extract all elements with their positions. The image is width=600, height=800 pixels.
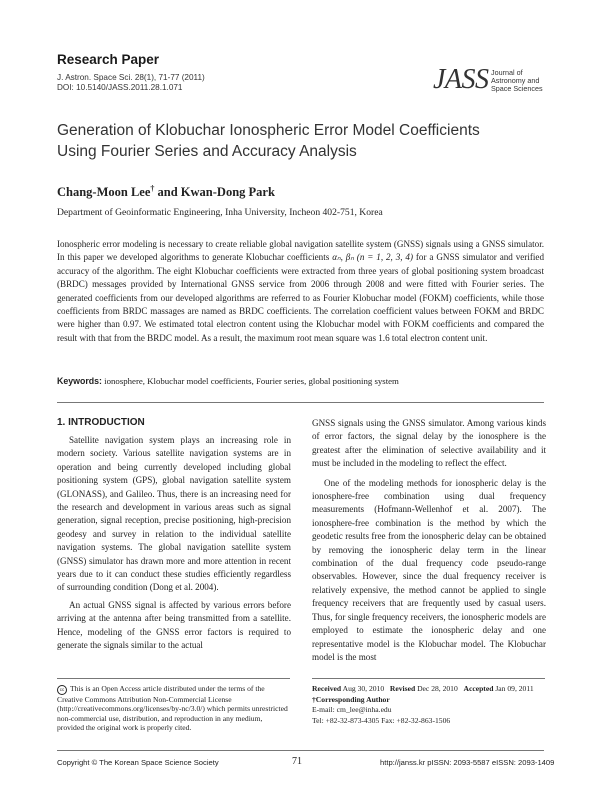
received-label: Received <box>312 684 342 693</box>
section-heading: 1. INTRODUCTION <box>57 417 145 428</box>
footer-rule <box>57 750 544 751</box>
license-notice <box>57 684 290 733</box>
author-list <box>57 184 275 200</box>
affiliation: Department of Geoinformatic Engineering, Inha University, Incheon 402-751, Korea <box>57 207 383 218</box>
copyright-notice: Copyright © The Korean Space Science Society <box>57 758 219 767</box>
creative-commons-icon: cc <box>57 685 67 695</box>
corresponding-mark: † <box>150 184 155 193</box>
logo-journal-name <box>491 69 543 93</box>
journal-citation <box>57 73 205 93</box>
logo-abbreviation: JASS <box>433 64 489 95</box>
paper-title <box>57 120 557 162</box>
corresponding-author-label: †Corresponding Author <box>312 694 390 704</box>
page-number: 71 <box>292 756 302 767</box>
email-line[interactable]: E-mail: cm_lee@inha.edu <box>312 705 392 715</box>
phone-line: Tel: +82-32-873-4305 Fax: +82-32-863-1506 <box>312 715 451 725</box>
revised-label: Revised <box>389 684 416 693</box>
accepted-label: Accepted <box>463 684 494 693</box>
received-date: Aug 30, 2010 <box>342 684 385 693</box>
journal-url-issn[interactable]: http://janss.kr pISSN: 2093-5587 eISSN: 2093-1409 <box>380 758 555 767</box>
paragraph: Satellite navigation system plays an increasing role in modern society. Various satellite navigation systems are in operation and being currently developed including global positioning system (GPS), global navigation satellite system (GLONASS), and Galileo. Thus, there is an increasing need for the research and development in various areas such as signal generation, signal reception, precise positioning, high-precision geodesy and survey in relation to the individual satellite navigation systems. The global navigation satellite system (GNSS) simulator has drawn more and more attention in recent years due to it can conduct these studies efficiently regardless of surrounding condition (Dong et al. 2004). <box>57 435 291 593</box>
journal-logo <box>433 66 553 102</box>
abstract-text-1: Ionospheric error modeling is necessary to create reliable global navigation satellite system (GNSS) signals using a GNSS simulator. In this paper we developed algorithms to generate Klobuchar coefficients <box>57 239 544 263</box>
divider-rule <box>57 402 544 403</box>
footnote-rule-right <box>312 678 545 679</box>
citation-line: J. Astron. Space Sci. 28(1), 71-77 (2011) <box>57 73 205 82</box>
revised-date: Dec 28, 2010 <box>417 684 458 693</box>
author-2: and Kwan-Dong Park <box>154 185 275 200</box>
abstract-math: αₙ, βₙ (n = 1, 2, 3, 4) <box>332 252 413 263</box>
paragraph: An actual GNSS signal is affected by various errors before arriving at the antenna after being transmitted from a satellite. Hence, modeling of the GNSS error factors is required to generate the signals similar to the actual <box>57 599 291 651</box>
doi-line[interactable]: DOI: 10.5140/JASS.2011.28.1.071 <box>57 83 183 92</box>
logo-line-3: Space Sciences <box>491 84 543 93</box>
keywords <box>57 376 544 386</box>
footnote-rule-left <box>57 678 290 679</box>
left-column <box>57 434 291 653</box>
logo-line-2: Astronomy and <box>491 76 540 85</box>
keywords-label: Keywords: <box>57 376 102 386</box>
abstract-text-2: for a GNSS simulator and verified accuracy of the algorithm. The eight Klobuchar coefficients were extracted from three years of global positioning system broadcast (BRDC) messages provided by International GNSS service from 2006 through 2008 and were fitted with Fourier series. The generated coefficients from our developed algorithms are referred to as Fourier Klobuchar model (FOKM) coefficients, while those coefficients from BRDC massages are named as BRDC coefficients. The correlation coefficient values between FOKM and BRDC were higher than 0.97. We estimated total electron content using the Klobuchar model with FOKM coefficients and compared the result with that from the BRDC model. As a result, the maximum root mean square was 1.6 total electron content unit. <box>57 252 544 343</box>
paragraph: GNSS signals using the GNSS simulator. Among various kinds of error factors, the signal delay by the ionosphere is the greatest after the elimination of selective availability and it must be included in the modeling to reflect the effect. <box>312 418 546 469</box>
dates-line <box>312 684 552 695</box>
abstract <box>57 238 544 345</box>
keywords-list: ionosphere, Klobuchar model coefficients, Fourier series, global positioning system <box>101 376 399 386</box>
paragraph: One of the modeling methods for ionospheric delay is the ionosphere-free combination using dual frequency measurements (Hofmann-Wellenhof et al. 2007). The ionosphere-free combination is the method by which the geodetic results free from the ionospheric delay can be obtained by removing the ionospheric delay term in the linear combination of the dual frequency code pseudo-range observables. However, since the dual frequency receiver is relatively expensive, the method cannot be applied to single frequency receivers that are frequently used by casual users. Thus, for single frequency receivers, the ionospheric models are employed to estimate the ionospheric delay and one representative model is the Klobuchar model. The Klobuchar model is the most <box>312 477 546 662</box>
author-1: Chang-Moon Lee <box>57 185 151 200</box>
right-column <box>312 417 546 664</box>
license-text: This is an Open Access article distributed under the terms of the Creative Commons Attribution Non-Commercial License (http://creativecommons.org/licenses/by-nc/3.0/) which permits unrestricted non-commercial use, distribution, and reproduction in any medium, provided the original work is properly cited. <box>57 684 288 733</box>
article-history <box>312 684 552 726</box>
article-type-label: Research Paper <box>57 52 160 67</box>
logo-line-1: Journal of <box>491 68 523 77</box>
title-line-2: Using Fourier Series and Accuracy Analysis <box>57 143 357 160</box>
title-line-1: Generation of Klobuchar Ionospheric Error Model Coefficients <box>57 122 480 139</box>
accepted-date: Jan 09, 2011 <box>495 684 534 693</box>
